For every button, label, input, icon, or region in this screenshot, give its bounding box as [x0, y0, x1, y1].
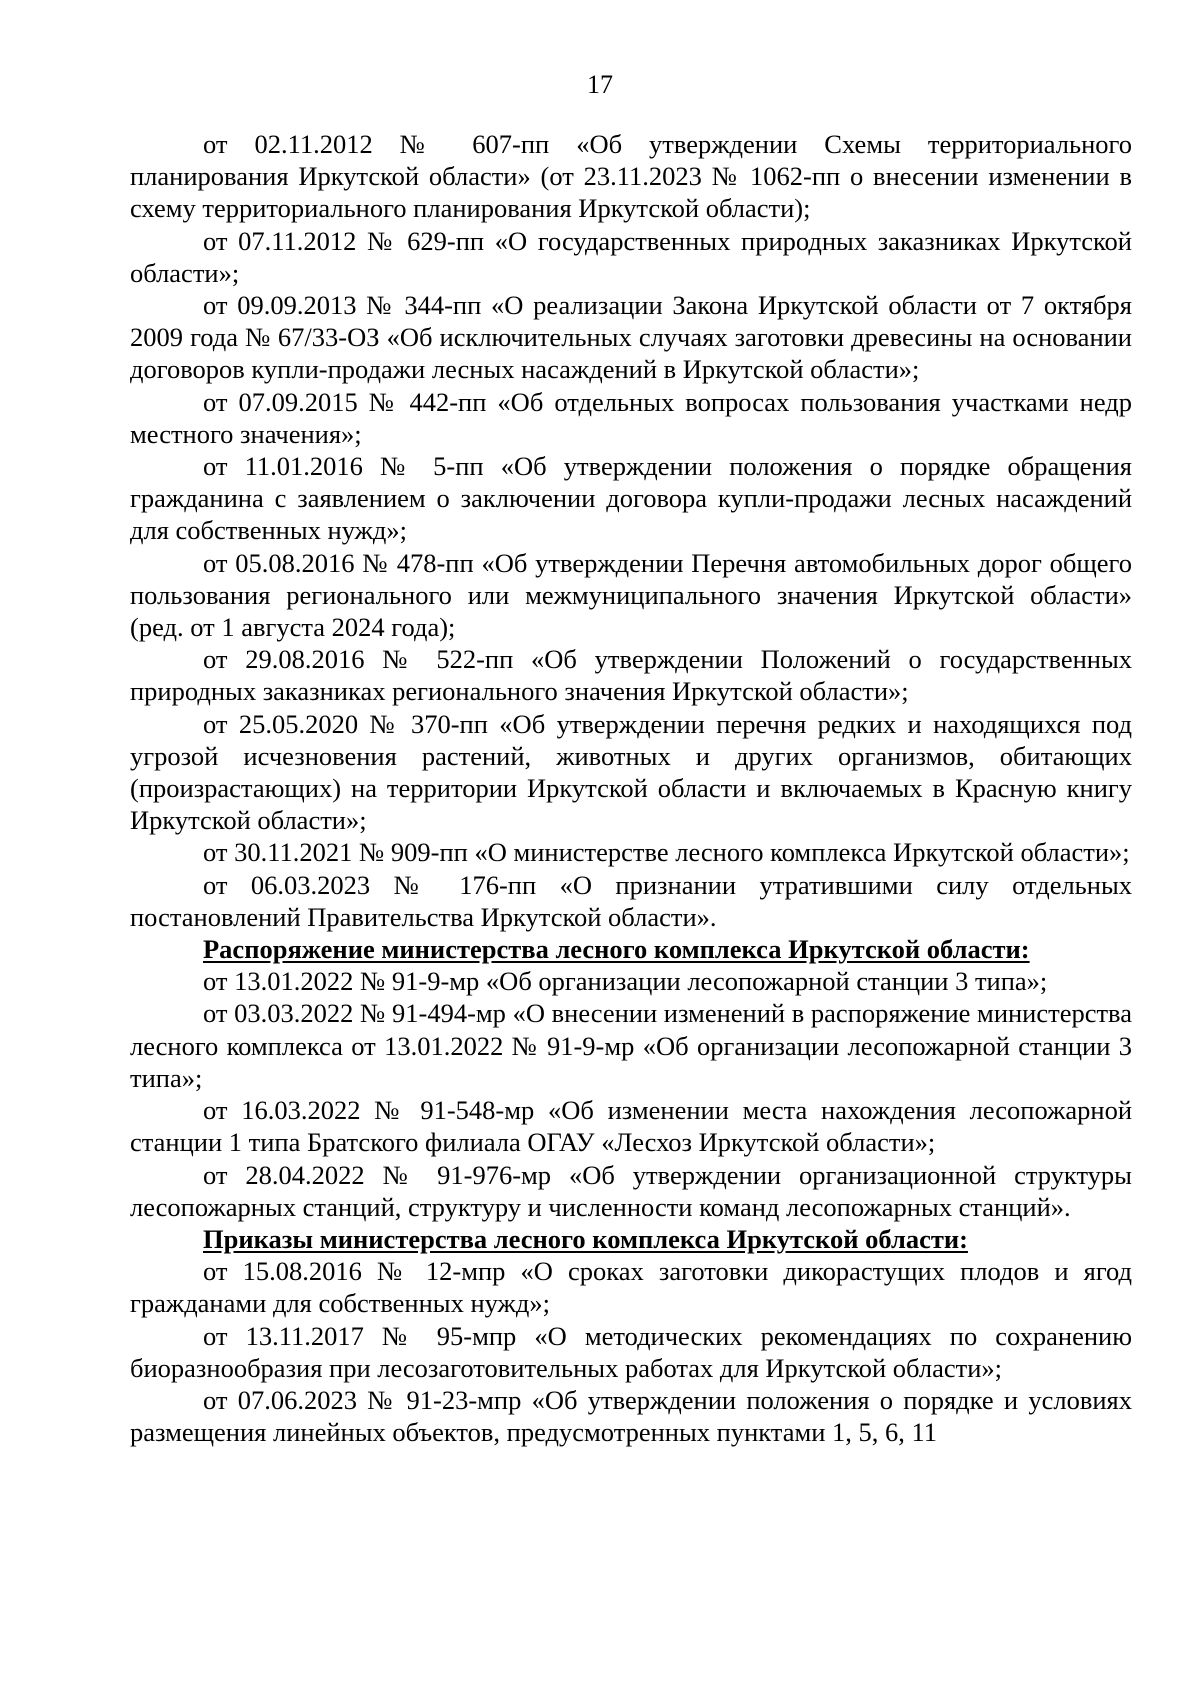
list-item: от 07.11.2012 № 629-пп «О государственных природных заказниках Иркутской области»;: [130, 225, 1132, 288]
list-item: от 05.08.2016 № 478-пп «Об утверждении Перечня автомобильных дорог общего пользования регионального или межмуниципального значения Иркутской области» (ред. от 1 августа 2024 года);: [130, 547, 1132, 643]
ministry-orders-list: [130, 1255, 1132, 1448]
list-item: от 07.06.2023 № 91-23-мпр «Об утверждении положения о порядке и условиях размещения линейных объектов, предусмотренных пунктами 1, 5, 6, 11: [130, 1384, 1132, 1448]
government-resolutions-list: [130, 128, 1132, 933]
list-item: от 15.08.2016 № 12-мпр «О сроках заготовки дикорастущих плодов и ягод гражданами для собственных нужд»;: [130, 1256, 1132, 1319]
list-item: от 30.11.2021 № 909-пп «О министерстве лесного комплекса Иркутской области»;: [203, 837, 1130, 868]
list-item: от 13.01.2022 № 91-9-мр «Об организации лесопожарной станции 3 типа»;: [203, 966, 1048, 997]
list-item: от 28.04.2022 № 91-976-мр «Об утверждении организационной структуры лесопожарных станций, структуру и численности команд лесопожарных станций».: [130, 1159, 1132, 1222]
list-item: от 11.01.2016 № 5-пп «Об утверждении положения о порядке обращения гражданина с заявлением о заключении договора купли-продажи лесных насаждений для собственных нужд»;: [130, 451, 1132, 546]
ministry-directives-list: [130, 965, 1132, 1223]
section-heading-ministry-orders-mr: Распоряжение министерства лесного комплекса Иркутской области:: [203, 934, 1030, 965]
section-heading-ministry-orders-mpr: Приказы министерства лесного комплекса Иркутской области:: [203, 1223, 968, 1254]
list-item: от 06.03.2023 № 176-пп «О признании утратившими силу отдельных постановлений Правительства Иркутской области».: [130, 869, 1132, 932]
list-item: от 02.11.2012 № 607-пп «Об утверждении Схемы территориального планирования Иркутской области» (от 23.11.2023 № 1062-пп о внесении изменении в схему территориального планирования Иркутской области);: [130, 129, 1132, 224]
document-body: [130, 128, 1132, 1448]
list-item: от 07.09.2015 № 442-пп «Об отдельных вопросах пользования участками недр местного значения»;: [130, 386, 1132, 449]
list-item: от 09.09.2013 № 344-пп «О реализации Закона Иркутской области от 7 октября 2009 года № 67/33-ОЗ «Об исключительных случаях заготовки древесины на основании договоров купли-продажи лесных насаждений в Иркутской области»;: [130, 290, 1132, 385]
list-item: от 03.03.2022 № 91-494-мр «О внесении изменений в распоряжение министерства лесного комплекса от 13.01.2022 № 91-9-мр «Об организации лесопожарной станции 3 типа»;: [130, 998, 1132, 1093]
page-number: 17: [587, 70, 613, 99]
list-item: от 29.08.2016 № 522-пп «Об утверждении Положений о государственных природных заказниках регионального значения Иркутской области»;: [130, 644, 1132, 707]
list-item: от 25.05.2020 № 370-пп «Об утверждении перечня редких и находящихся под угрозой исчезновения растений, животных и других организмов, обитающих (произрастающих) на территории Иркутской области и включаемых в Красную книгу Иркутской области»;: [130, 708, 1132, 836]
list-item: от 16.03.2022 № 91-548-мр «Об изменении места нахождения лесопожарной станции 1 типа Братского филиала ОГАУ «Лесхоз Иркутской области»;: [130, 1095, 1132, 1158]
list-item: от 13.11.2017 № 95-мпр «О методических рекомендациях по сохранению биоразнообразия при лесозаготовительных работах для Иркутской области»;: [130, 1320, 1132, 1383]
